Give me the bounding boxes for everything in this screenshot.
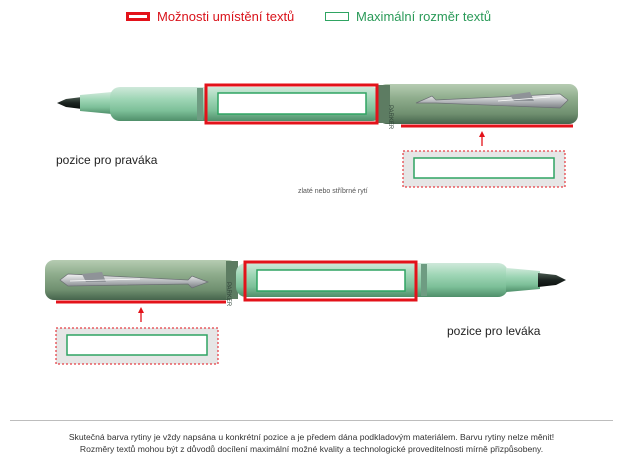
- footer-note: [0, 431, 623, 455]
- engraving-color-note: zlaté nebo stříbrné rytí: [298, 188, 368, 195]
- footer-line-2: Rozměry textů mohou být z důvodů docílení maximální možné kvality a technologické proveditelnosti mírně přizpůsobeny.: [79, 444, 544, 454]
- left-hand-label: pozice pro leváka: [447, 324, 541, 338]
- pen-ring: [197, 88, 203, 120]
- brand-mark: PARKER: [225, 282, 231, 307]
- max-size-box-barrel: [257, 270, 405, 291]
- pen-grip: [80, 92, 112, 114]
- brand-mark: PARKER: [387, 105, 393, 130]
- footer-line-1: Skutečná barva rytiny je vždy napsána u konkrétní pozice a je předem dána podkladovým materiálem. Barvu rytiny nelze měnit!: [68, 432, 555, 442]
- legend-placement-label: Možnosti umístění textů: [157, 9, 295, 24]
- max-size-box-barrel: [218, 93, 366, 114]
- pen-right-hand: [57, 84, 578, 187]
- legend-max-size-label: Maximální rozměr textů: [356, 9, 492, 24]
- pen-tip: [538, 273, 566, 287]
- pen-grip: [506, 268, 540, 292]
- pen-tip: [57, 97, 82, 109]
- pen-ring: [421, 264, 427, 296]
- arrow-up-icon: [138, 307, 144, 313]
- footer-divider: [10, 420, 613, 421]
- pen-left-hand: [45, 260, 566, 364]
- max-size-box-cap: [414, 158, 554, 178]
- arrow-up-icon: [479, 131, 485, 137]
- right-hand-label: pozice pro praváka: [56, 153, 158, 167]
- max-size-box-cap: [67, 335, 207, 355]
